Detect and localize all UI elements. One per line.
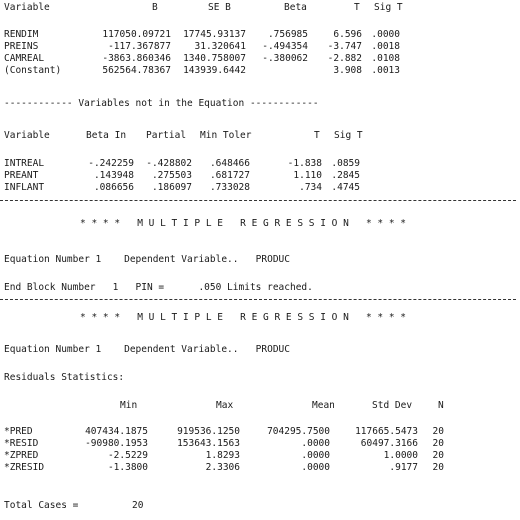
resid-max: 919536.1250 — [177, 426, 240, 437]
total-cases-value: 20 — [132, 500, 144, 511]
resid-mean: .0000 — [301, 462, 330, 473]
nie-partial: .275503 — [151, 170, 192, 181]
coef-sig: .0018 — [371, 41, 400, 52]
coef-seb: 1340.758007 — [183, 53, 246, 64]
nie-t: -1.838 — [287, 158, 322, 169]
nie-header-partial: Partial — [146, 130, 187, 141]
regression-banner: * * * * M U L T I P L E R E G R E S S I O N * * * * — [80, 218, 407, 229]
resid-label: *PRED — [4, 426, 33, 437]
resid-n: 20 — [432, 462, 444, 473]
separator-line — [0, 299, 516, 300]
coef-sig: .0108 — [371, 53, 400, 64]
coef-beta: .756985 — [267, 29, 308, 40]
nie-betain: .143948 — [93, 170, 134, 181]
coef-header-seb: SE B — [208, 2, 231, 13]
end-block-line: End Block Number 1 PIN = .050 Limits reached. — [4, 282, 313, 293]
resid-label: *ZPRED — [4, 450, 39, 461]
resid-max: 1.8293 — [205, 450, 240, 461]
coef-b: -117.367877 — [108, 41, 171, 52]
nie-t: 1.110 — [293, 170, 322, 181]
resid-header-max: Max — [216, 400, 234, 411]
nie-sig: .4745 — [331, 182, 360, 193]
nie-header-sigt: Sig T — [334, 130, 363, 141]
coef-beta: -.494354 — [262, 41, 308, 52]
coef-b: 562564.78367 — [102, 65, 171, 76]
coef-t: 6.596 — [333, 29, 362, 40]
regression-banner: * * * * M U L T I P L E R E G R E S S I O N * * * * — [80, 312, 407, 323]
resid-max: 2.3306 — [205, 462, 240, 473]
resid-label: *RESID — [4, 438, 39, 449]
coef-header-variable: Variable — [4, 2, 50, 13]
resid-mean: 704295.7500 — [267, 426, 330, 437]
nie-var: PREANT — [4, 170, 39, 181]
nie-partial: .186097 — [151, 182, 192, 193]
resid-header-n: N — [438, 400, 444, 411]
nie-mintoler: .733028 — [209, 182, 250, 193]
resid-stddev: 117665.5473 — [355, 426, 418, 437]
resid-stddev: 60497.3166 — [360, 438, 418, 449]
coef-var: RENDIM — [4, 29, 39, 40]
nie-var: INFLANT — [4, 182, 45, 193]
nie-header-mintoler: Min Toler — [200, 130, 252, 141]
resid-min: -2.5229 — [107, 450, 148, 461]
nie-sig: .0859 — [331, 158, 360, 169]
resid-min: -1.3800 — [107, 462, 148, 473]
resid-mean: .0000 — [301, 450, 330, 461]
resid-max: 153643.1563 — [177, 438, 240, 449]
coef-seb: 31.320641 — [194, 41, 246, 52]
nie-betain: -.242259 — [88, 158, 134, 169]
resid-header-mean: Mean — [312, 400, 335, 411]
resid-min: 407434.1875 — [85, 426, 148, 437]
resid-stddev: .9177 — [389, 462, 418, 473]
coef-sig: .0000 — [371, 29, 400, 40]
coef-header-b: B — [152, 2, 158, 13]
total-cases-label: Total Cases = — [4, 500, 79, 511]
nie-header-variable: Variable — [4, 130, 50, 141]
resid-header-stddev: Std Dev — [372, 400, 413, 411]
coef-header-beta: Beta — [284, 2, 307, 13]
coef-sig: .0013 — [371, 65, 400, 76]
coef-t: -3.747 — [327, 41, 362, 52]
resid-n: 20 — [432, 450, 444, 461]
coef-header-t: T — [354, 2, 360, 13]
coef-t: -2.882 — [327, 53, 362, 64]
coef-header-sigt: Sig T — [374, 2, 403, 13]
coef-b: -3863.860346 — [102, 53, 171, 64]
coef-t: 3.908 — [333, 65, 362, 76]
resid-n: 20 — [432, 426, 444, 437]
nie-var: INTREAL — [4, 158, 45, 169]
nie-header-betain: Beta In — [86, 130, 127, 141]
coef-var: (Constant) — [4, 65, 62, 76]
resid-mean: .0000 — [301, 438, 330, 449]
resid-stddev: 1.0000 — [383, 450, 418, 461]
coef-seb: 17745.93137 — [183, 29, 246, 40]
nie-header-t: T — [314, 130, 320, 141]
nie-mintoler: .648466 — [209, 158, 250, 169]
coef-var: PREINS — [4, 41, 39, 52]
residuals-title: Residuals Statistics: — [4, 372, 125, 383]
nie-t: .734 — [299, 182, 322, 193]
nie-partial: -.428802 — [146, 158, 192, 169]
nie-mintoler: .681727 — [209, 170, 250, 181]
equation-line: Equation Number 1 Dependent Variable.. PRODUC — [4, 254, 290, 265]
coef-beta: -.380062 — [262, 53, 308, 64]
resid-label: *ZRESID — [4, 462, 45, 473]
coef-seb: 143939.6442 — [183, 65, 246, 76]
nie-sig: .2845 — [331, 170, 360, 181]
not-in-equation-title: ------------ Variables not in the Equation ------------ — [4, 98, 319, 109]
nie-betain: .086656 — [93, 182, 134, 193]
equation-line: Equation Number 1 Dependent Variable.. PRODUC — [4, 344, 290, 355]
coef-b: 117050.09721 — [102, 29, 171, 40]
resid-n: 20 — [432, 438, 444, 449]
coef-var: CAMREAL — [4, 53, 45, 64]
separator-line — [0, 200, 516, 201]
resid-header-min: Min — [120, 400, 138, 411]
resid-min: -90980.1953 — [85, 438, 148, 449]
